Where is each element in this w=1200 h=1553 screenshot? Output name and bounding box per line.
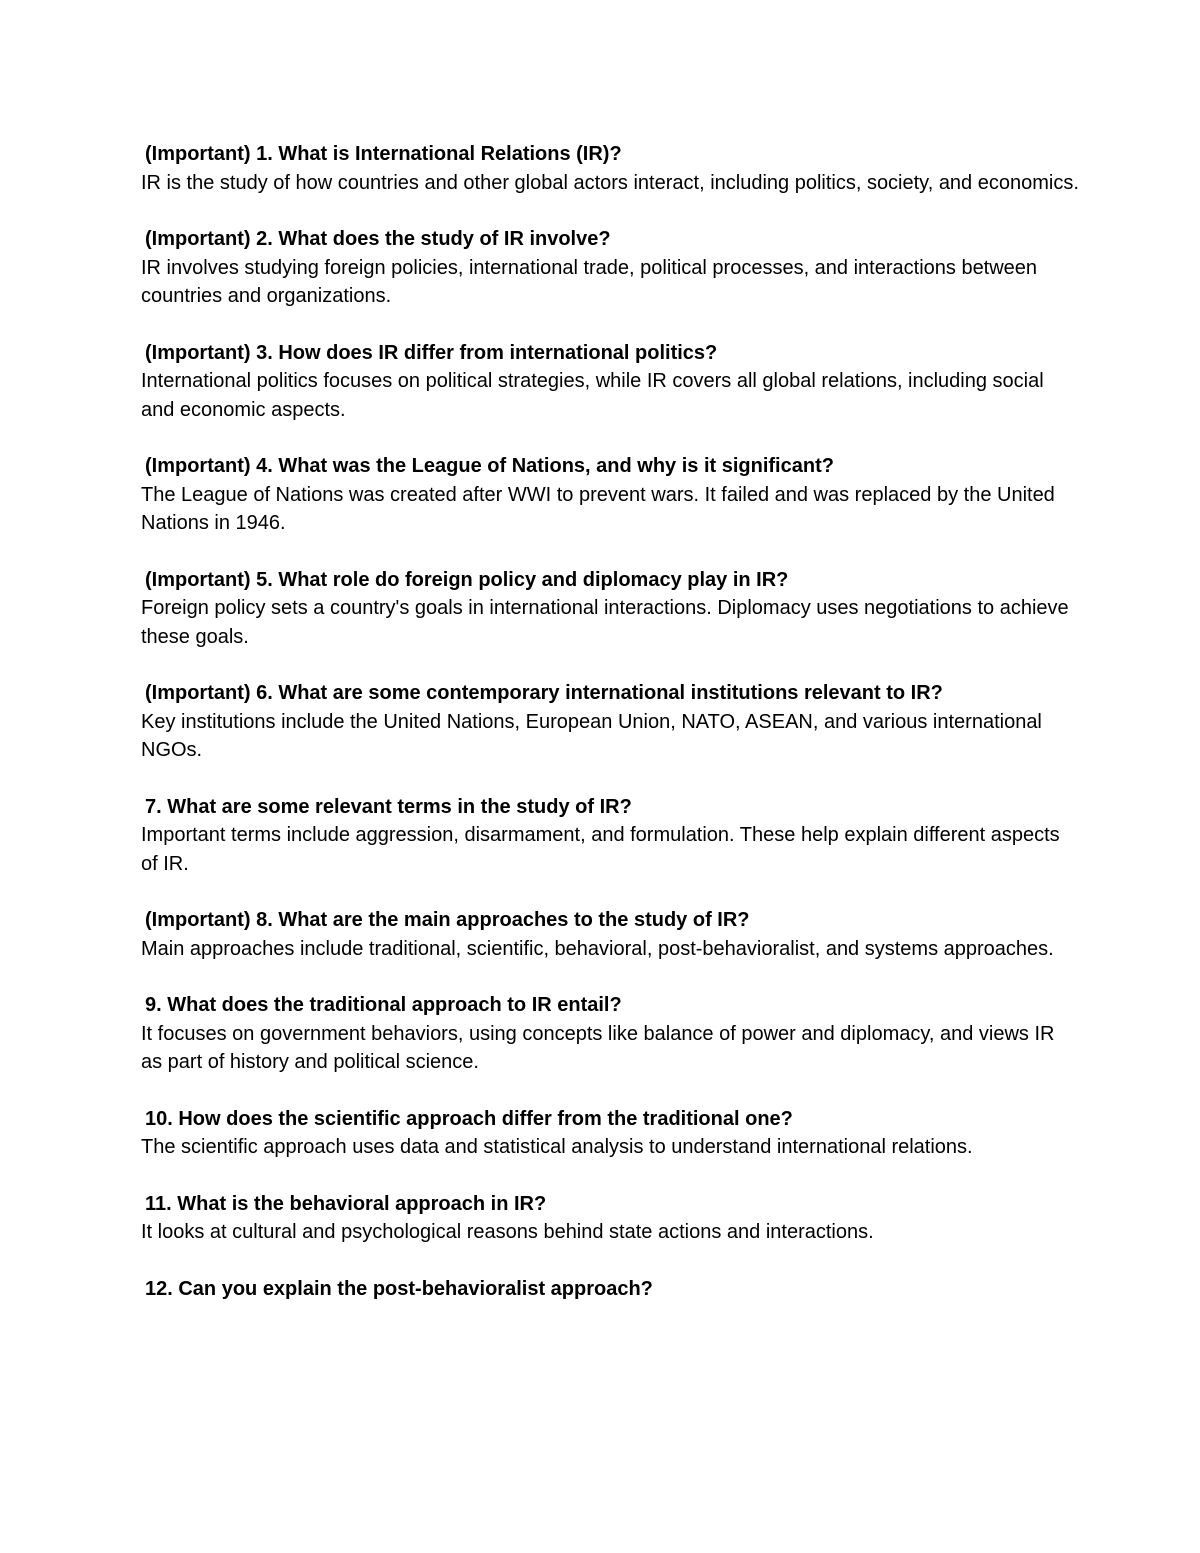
answer-3: International politics focuses on political strategies, while IR covers all global relations, including social and economic aspects. (141, 370, 1044, 421)
qa-item-7 (141, 793, 1081, 879)
answer-4: The League of Nations was created after WWI to prevent wars. It failed and was replaced by the United Nations in 1946. (141, 483, 1055, 534)
question-10: 10. How does the scientific approach differ from the traditional one? (145, 1107, 793, 1130)
qa-item-6 (141, 679, 1081, 765)
qa-item-9 (141, 991, 1081, 1077)
qa-item-5 (141, 566, 1081, 652)
answer-5: Foreign policy sets a country's goals in international interactions. Diplomacy uses negotiations to achieve these goals. (141, 597, 1069, 648)
qa-item-12 (141, 1275, 1081, 1304)
question-6: (Important) 6. What are some contemporary international institutions relevant to IR? (145, 682, 943, 704)
answer-10: The scientific approach uses data and statistical analysis to understand international relations. (141, 1136, 973, 1158)
qa-item-4 (141, 452, 1081, 538)
qa-item-1 (141, 140, 1081, 197)
question-7: 7. What are some relevant terms in the study of IR? (145, 795, 632, 818)
answer-2: IR involves studying foreign policies, international trade, political processes, and interactions between countries and organizations. (141, 256, 1038, 307)
qa-item-3 (141, 339, 1081, 425)
answer-1: IR is the study of how countries and other global actors interact, including politics, society, and economics. (141, 171, 1079, 194)
question-11: 11. What is the behavioral approach in IR? (145, 1192, 547, 1215)
qa-item-8 (141, 906, 1081, 963)
question-8: (Important) 8. What are the main approaches to the study of IR? (145, 909, 750, 931)
question-12: 12. Can you explain the post-behavioralist approach? (145, 1277, 653, 1300)
question-4: (Important) 4. What was the League of Nations, and why is it significant? (145, 455, 834, 477)
answer-6: Key institutions include the United Nations, European Union, NATO, ASEAN, and various international NGOs. (141, 710, 1042, 761)
answer-7: Important terms include aggression, disarmament, and formulation. These help explain different aspects of IR. (141, 824, 1060, 875)
question-5: (Important) 5. What role do foreign policy and diplomacy play in IR? (145, 568, 789, 591)
answer-8: Main approaches include traditional, scientific, behavioral, post-behavioralist, and systems approaches. (141, 937, 1054, 960)
answer-9: It focuses on government behaviors, using concepts like balance of power and diplomacy, and views IR as part of history and political science. (141, 1022, 1055, 1073)
answer-11: It looks at cultural and psychological reasons behind state actions and interactions. (141, 1221, 874, 1243)
qa-item-11 (141, 1190, 1081, 1247)
qa-item-10 (141, 1105, 1081, 1162)
question-9: 9. What does the traditional approach to IR entail? (145, 994, 622, 1016)
question-3: (Important) 3. How does IR differ from international politics? (145, 341, 718, 364)
document-page (141, 140, 1081, 1331)
qa-item-2 (141, 225, 1081, 311)
question-2: (Important) 2. What does the study of IR involve? (145, 228, 611, 250)
question-1: (Important) 1. What is International Relations (IR)? (145, 143, 622, 165)
